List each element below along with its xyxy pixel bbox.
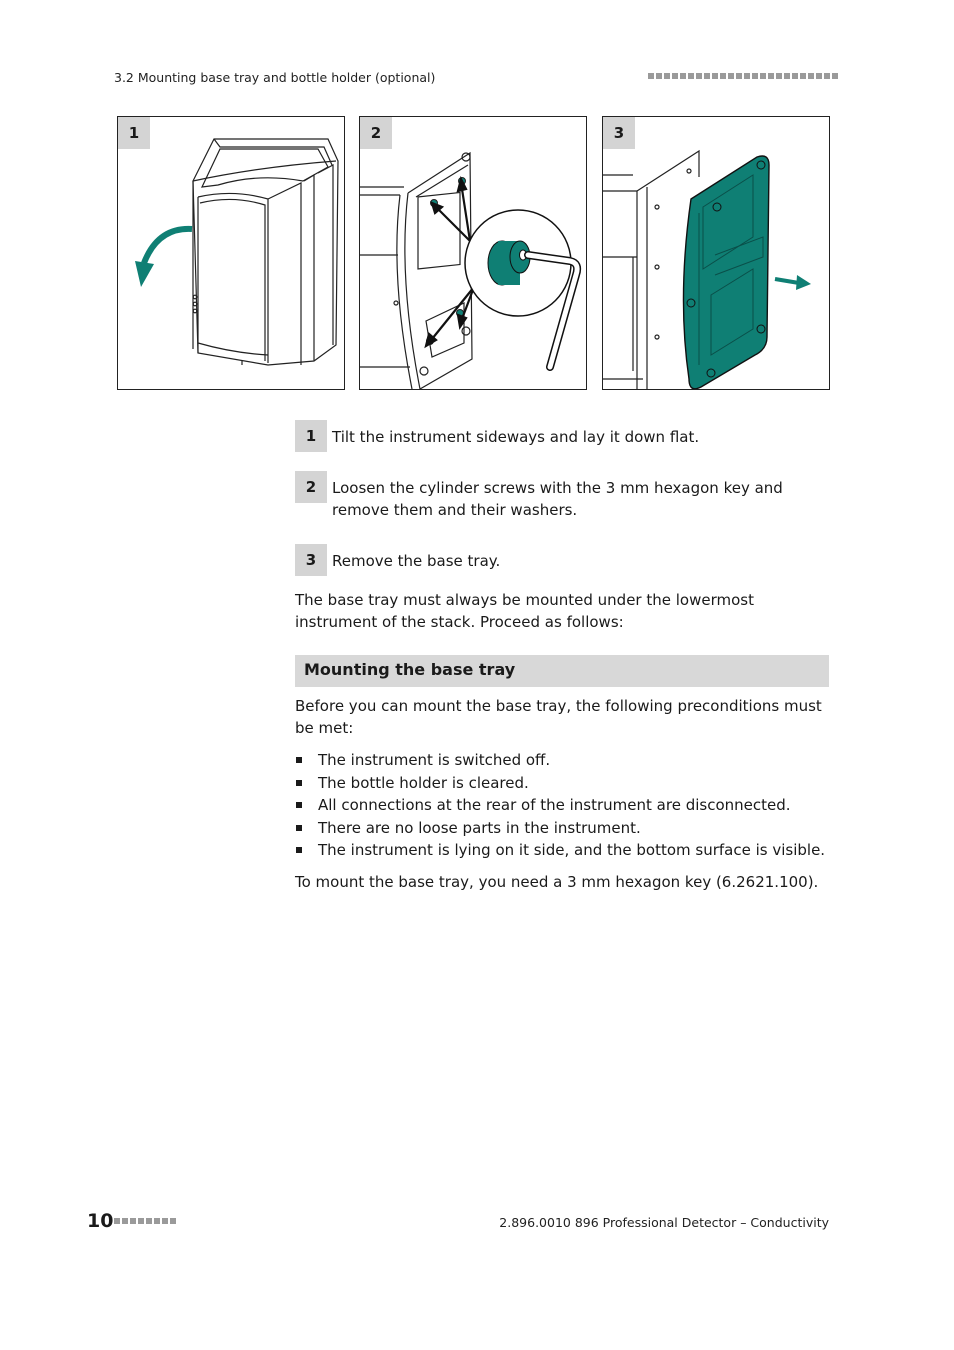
bullet-square-icon [296, 802, 302, 808]
step-1-text: Tilt the instrument sideways and lay it down flat. [332, 428, 700, 446]
bullet-square-icon [296, 780, 302, 786]
figure-1-label: 1 [118, 117, 150, 149]
instrument-tilt-illustration [118, 117, 344, 389]
step-2-number: 2 [295, 471, 327, 503]
step-3 [295, 544, 832, 576]
bullet-square-icon [296, 847, 302, 853]
step-3-number: 3 [295, 544, 327, 576]
list-item: The instrument is lying on it side, and the bottom surface is visible. [295, 839, 829, 862]
preconditions-intro: Before you can mount the base tray, the following preconditions must be met: [295, 697, 822, 737]
header-decoration-squares [648, 73, 838, 79]
bullet-square-icon [296, 825, 302, 831]
section-heading-mounting-base-tray: Mounting the base tray [295, 655, 829, 687]
list-item: There are no loose parts in the instrument. [295, 817, 829, 840]
base-tray-removal-illustration [603, 117, 829, 389]
step-3-text: Remove the base tray. [332, 552, 501, 570]
step-1 [295, 420, 832, 452]
list-item: The bottle holder is cleared. [295, 772, 829, 795]
running-header-section-title: 3.2 Mounting base tray and bottle holder (optional) [114, 70, 436, 85]
step-2-text: Loosen the cylinder screws with the 3 mm hexagon key and remove them and their washers. [332, 479, 783, 519]
figure-3-label: 3 [603, 117, 635, 149]
preconditions-list [295, 749, 829, 862]
figure-2-loosen-screws [359, 116, 587, 390]
list-item: The instrument is switched off. [295, 749, 829, 772]
page-number: 10 [87, 1210, 114, 1232]
step-1-number: 1 [295, 420, 327, 452]
intro-paragraph: The base tray must always be mounted under the lowermost instrument of the stack. Proceed as follows: [295, 591, 754, 631]
bullet-square-icon [296, 757, 302, 763]
step-2 [295, 471, 832, 521]
requirement-paragraph: To mount the base tray, you need a 3 mm hexagon key (6.2621.100). [295, 873, 819, 891]
figure-2-label: 2 [360, 117, 392, 149]
footer-decoration-squares [114, 1218, 176, 1224]
figure-3-remove-base-tray [602, 116, 830, 390]
screw-removal-illustration [360, 117, 586, 389]
footer-document-title: 2.896.0010 896 Professional Detector – Conductivity [499, 1215, 829, 1230]
figure-1-tilt-instrument [117, 116, 345, 390]
list-item: All connections at the rear of the instrument are disconnected. [295, 794, 829, 817]
